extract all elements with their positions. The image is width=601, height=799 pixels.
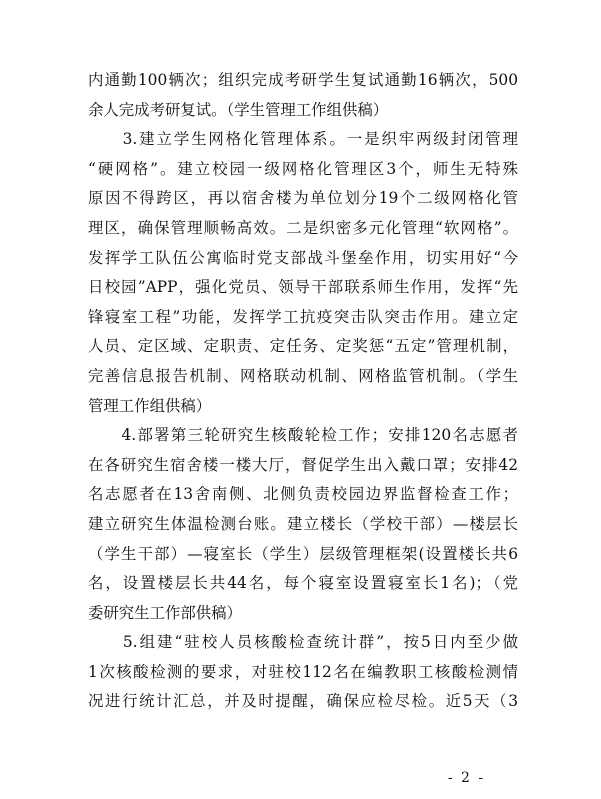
text-line: 日校园”APP，强化党员、领导干部联系师生作用，发挥“先 (88, 278, 518, 297)
text-line: 在各研究生宿舍楼一楼大厅，督促学生出入戴口罩；安排42 (88, 455, 518, 474)
page-number (0, 770, 601, 786)
text-line: 理区，确保管理顺畅高效。二是织密多元化管理“软网格”。 (88, 218, 518, 237)
text-line: 建立研究生体温检测台账。建立楼长（学校干部）—楼层长 (88, 514, 518, 533)
text-line: 管理工作组供稿） (88, 396, 212, 415)
text-line: 4.部署第三轮研究生核酸轮检工作；安排120名志愿者 (88, 426, 518, 445)
text-line: 委研究生工作部供稿） (88, 603, 242, 622)
text-line: 余人完成考研复试。（学生管理工作组供稿） (88, 100, 389, 119)
text-line: 名志愿者在13舍南侧、北侧负责校园边界监督检查工作； (88, 485, 518, 504)
body-text (88, 66, 518, 717)
text-line: （学生干部）—寝室长（学生）层级管理框架(设置楼长共6 (88, 544, 518, 563)
text-line: 1次核酸检测的要求，对驻校112名在编教职工核酸检测情 (88, 662, 518, 681)
page-number-text: - 2 - (447, 770, 486, 786)
text-line: 内通勤100辆次；组织完成考研学生复试通勤16辆次，500 (88, 71, 518, 89)
text-line: 名，设置楼层长共44名，每个寝室设置寝室长1名)；（党 (88, 574, 518, 593)
text-line: 锋寝室工程”功能，发挥学工抗疫突击队突击作用。建立定 (88, 307, 518, 326)
text-line: 5.组建“驻校人员核酸检查统计群”，按5日内至少做 (88, 633, 518, 652)
text-line: 3.建立学生网格化管理体系。一是织牢两级封闭管理 (88, 130, 518, 149)
text-line: 完善信息报告机制、网格联动机制、网格监管机制。（学生 (88, 366, 518, 385)
text-line: 原因不得跨区，再以宿舍楼为单位划分19个二级网格化管 (88, 189, 518, 208)
text-line: 发挥学工队伍公寓临时党支部战斗堡垒作用，切实用好“今 (88, 248, 518, 267)
text-line: 况进行统计汇总，并及时提醒，确保应检尽检。近5天（3 (88, 692, 518, 711)
text-line: 人员、定区域、定职责、定任务、定奖惩“五定”管理机制， (88, 337, 518, 356)
text-line: “硬网格”。建立校园一级网格化管理区3个，师生无特殊 (88, 159, 518, 178)
